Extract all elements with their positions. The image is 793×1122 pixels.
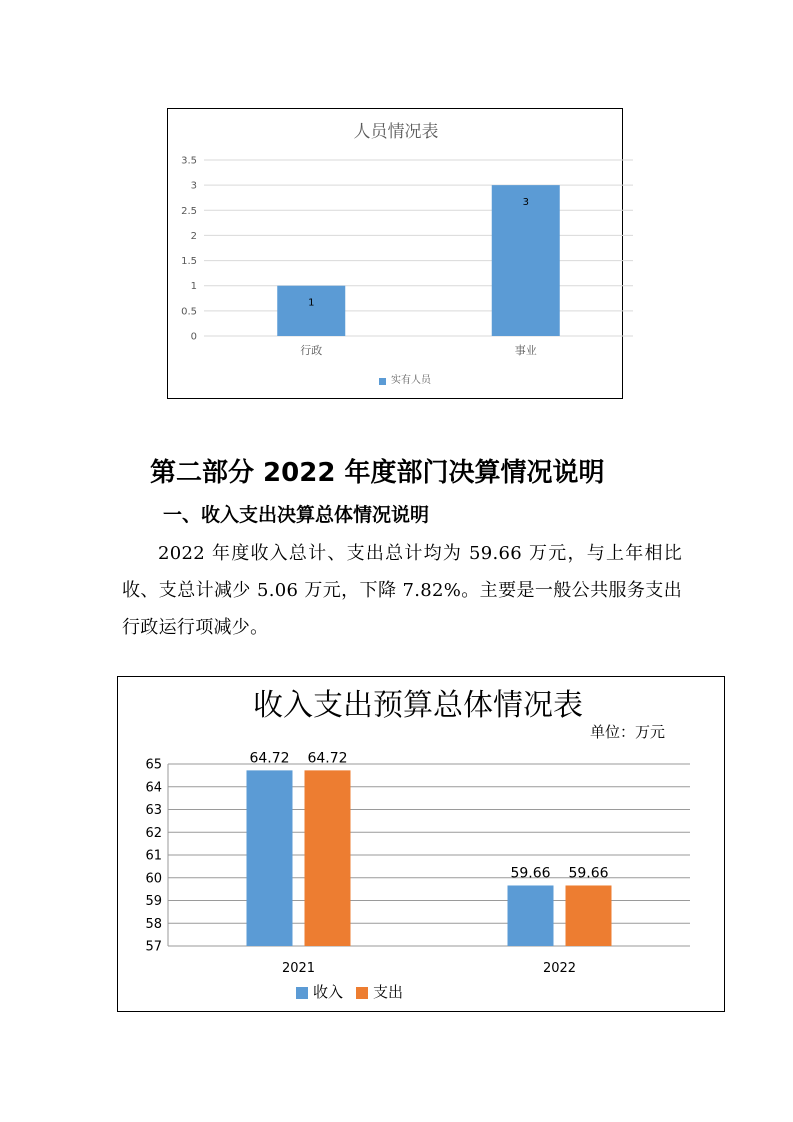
legend-swatch — [356, 987, 368, 999]
y-tick-label: 0 — [190, 331, 197, 343]
data-label: 59.66 — [510, 865, 551, 882]
chart-title: 收入支出预算总体情况表 — [253, 688, 583, 723]
subsection-title: 一、收入支出决算总体情况说明 — [163, 504, 430, 526]
legend-swatch — [296, 987, 308, 999]
bar-收入-2022 — [508, 885, 554, 946]
y-tick-label: 1.5 — [181, 256, 197, 268]
x-tick-label: 2022 — [542, 961, 577, 976]
y-tick-label: 2.5 — [181, 205, 197, 217]
summary-paragraph: 2022 年度收入总计、支出总计均为 59.66 万元，与上年相比收、支总计减少 5.06 万元，下降 7.82%。主要是一般公共服务支出行政运行项减少。 — [122, 543, 682, 638]
chart-unit: 单位：万元 — [590, 723, 666, 741]
income-expense-chart-svg — [118, 677, 726, 1013]
y-tick-label: 62 — [145, 825, 162, 841]
data-label: 3 — [522, 197, 529, 209]
data-label: 64.72 — [307, 750, 348, 767]
legend-swatch — [379, 378, 386, 385]
y-tick-label: 3.5 — [181, 155, 197, 167]
bar-支出-2022 — [566, 885, 612, 946]
y-tick-label: 63 — [145, 803, 162, 819]
y-tick-label: 3 — [190, 180, 197, 192]
staff-chart — [167, 108, 623, 399]
data-label: 1 — [308, 297, 315, 309]
y-tick-label: 57 — [145, 939, 162, 955]
data-label: 59.66 — [568, 865, 609, 882]
y-tick-label: 61 — [145, 848, 162, 864]
income-expense-chart — [117, 676, 725, 1012]
data-label: 64.72 — [249, 750, 290, 767]
legend-label: 收入 — [313, 983, 344, 1001]
y-tick-label: 64 — [145, 780, 162, 796]
y-tick-label: 0.5 — [181, 306, 197, 318]
bar-实有人员-行政 — [277, 286, 345, 336]
y-tick-label: 60 — [145, 871, 162, 887]
y-tick-label: 2 — [190, 230, 197, 242]
y-tick-label: 1 — [190, 281, 197, 293]
section-title: 第二部分 2022 年度部门决算情况说明 — [150, 458, 605, 488]
legend-label: 实有人员 — [391, 375, 431, 386]
legend-label: 支出 — [373, 983, 404, 1001]
x-tick-label: 2021 — [281, 961, 316, 976]
x-tick-label: 行政 — [300, 344, 323, 357]
chart-title: 人员情况表 — [353, 122, 439, 142]
y-tick-label: 65 — [145, 757, 162, 773]
bar-收入-2021 — [247, 770, 293, 946]
y-tick-label: 59 — [145, 894, 162, 910]
x-tick-label: 事业 — [514, 344, 537, 357]
bar-支出-2021 — [305, 770, 351, 946]
staff-chart-svg — [168, 109, 624, 400]
y-tick-label: 58 — [145, 916, 162, 932]
